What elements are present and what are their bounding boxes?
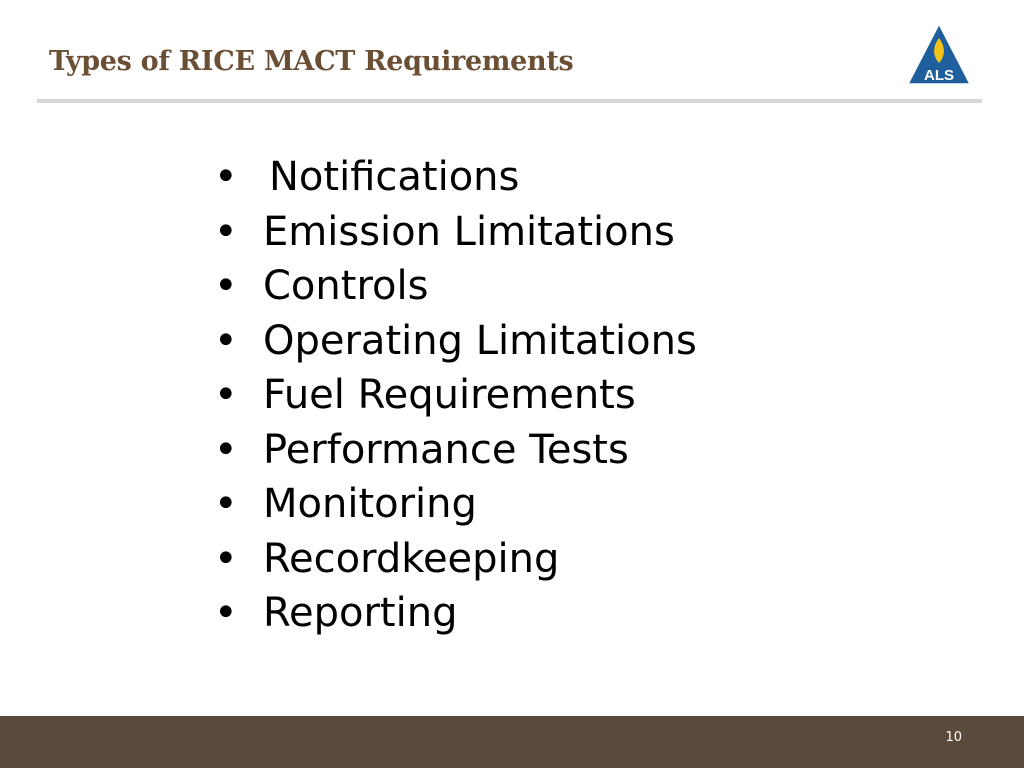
bullet-marker: • <box>214 481 238 527</box>
list-item <box>214 477 697 532</box>
list-item-text: Recordkeeping <box>263 535 560 582</box>
footer-bar <box>0 716 1024 768</box>
list-item-text: Performance Tests <box>263 426 629 473</box>
list-item <box>214 205 697 260</box>
bullet-marker: • <box>214 154 238 200</box>
list-item-text: Emission Limitations <box>263 208 675 255</box>
bullet-marker: • <box>214 372 238 418</box>
bullet-marker: • <box>214 263 238 309</box>
title-divider <box>37 99 982 103</box>
list-item <box>214 150 697 205</box>
list-item <box>214 586 697 641</box>
list-item-text: Fuel Requirements <box>263 372 636 418</box>
list-item <box>214 368 697 423</box>
bullet-marker: • <box>214 317 238 364</box>
bullet-marker: • <box>214 426 238 473</box>
list-item <box>214 423 697 478</box>
als-logo <box>906 22 972 88</box>
list-item-text: Notifications <box>269 154 520 200</box>
bullet-marker: • <box>214 208 238 255</box>
list-item-text: Monitoring <box>263 481 477 527</box>
list-item <box>214 259 697 314</box>
list-item-text: Controls <box>263 263 429 309</box>
bullet-marker: • <box>214 535 238 582</box>
requirements-list <box>214 150 697 641</box>
list-item <box>214 314 697 369</box>
bullet-marker: • <box>214 590 238 636</box>
list-item-text: Operating Limitations <box>263 317 697 364</box>
list-item-text: Reporting <box>263 590 458 636</box>
logo-text: ALS <box>924 67 954 84</box>
list-item <box>214 532 697 587</box>
slide-title: Types of RICE MACT Requirements <box>49 46 574 77</box>
slide-number: 10 <box>945 730 962 745</box>
